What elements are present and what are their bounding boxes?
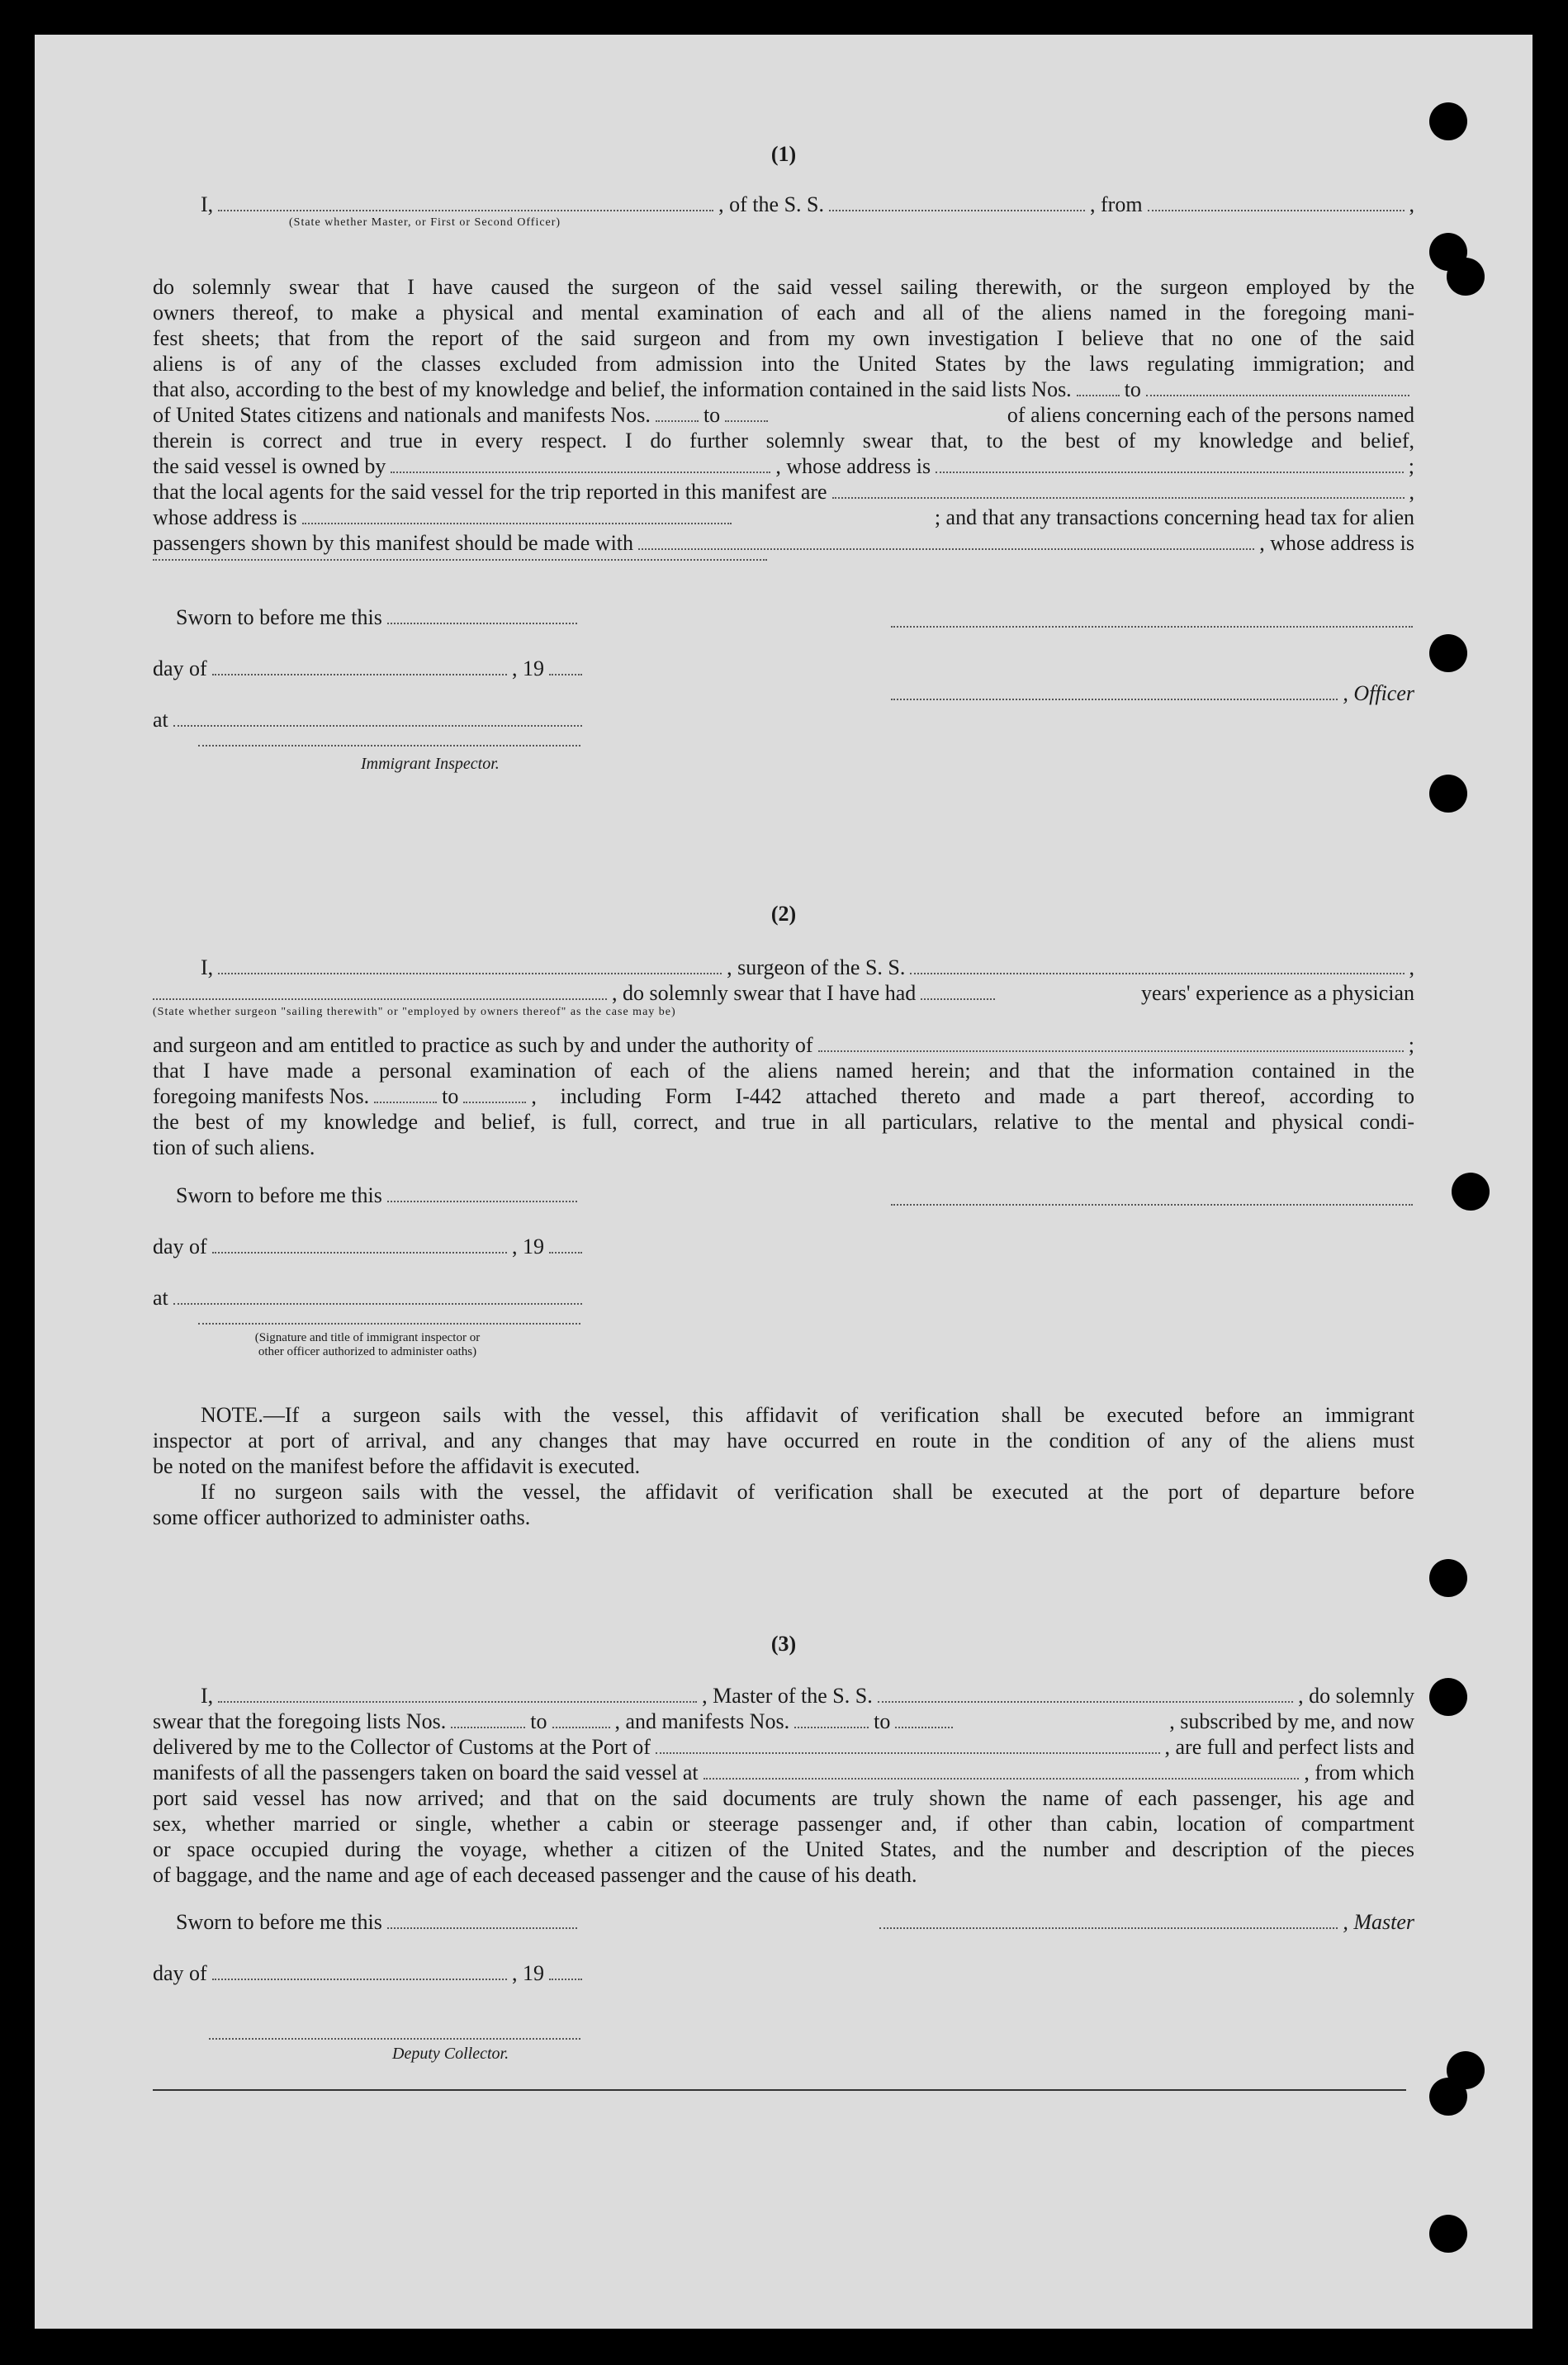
owner-field[interactable] [391,457,770,473]
label-to: to [442,1084,459,1108]
address-field[interactable] [153,557,767,561]
body-line: , including Form I-442 attached thereto and made a part thereof, according to [531,1084,1414,1108]
punch-hole [1452,1173,1490,1211]
body-line: , from which [1304,1761,1414,1784]
body-line: that I have made a personal examination of each of the aliens named herein; and that the information contained in the [153,1059,1414,1083]
surgeon-caption: (State whether surgeon "sailing therewith" or "employed by owners thereof" as the case may be) [153,1006,676,1018]
inspector-signature-line[interactable] [198,743,580,746]
body-line: therein is correct and true in every respect. I do further solemnly swear that, to the best of my knowledge and belief, [153,429,1414,453]
deputy-collector-label: Deputy Collector. [392,2045,509,2063]
label-to: to [530,1709,547,1733]
at-label: at [153,1286,168,1310]
collector-signature-line[interactable] [209,2036,580,2040]
signature-line[interactable] [891,624,1413,628]
day-of-label: day of [153,1961,207,1985]
authority-field[interactable] [818,1036,1404,1052]
note-line: some officer authorized to administer oaths. [153,1505,531,1529]
body-line: that also, according to the best of my knowledge and belief, the information contained in the said lists Nos. [153,377,1072,401]
body-line: do solemnly swear that I have caused the surgeon of the said vessel sailing therewith, or the surgeon employed by the [153,275,1414,299]
body-line: whose address is [153,505,297,529]
from-port-field[interactable] [1148,195,1405,211]
manifests-from-field[interactable] [656,405,699,422]
manifests-from-field[interactable] [794,1712,869,1728]
body-line: , whose address is [1259,531,1414,555]
signature-caption: (Signature and title of immigrant inspector or [254,1331,481,1344]
day-of-label: day of [153,656,207,680]
body-line: port said vessel has now arrived; and that on the said documents are truly shown the name of each passenger, his age and [153,1786,1414,1810]
vessel-name-field[interactable] [878,1686,1293,1703]
body-line: aliens is of any of the classes excluded from admission into the United States by the laws regulating immigration; and [153,352,1414,376]
body-line: fest sheets; that from the report of the said surgeon and from my own investigation I believe that no one of the said [153,326,1414,350]
year-prefix: , 19 [512,1235,544,1258]
sworn-day-field[interactable] [387,1186,577,1202]
manifests-to-field[interactable] [725,405,768,422]
master-signature-field[interactable] [879,1912,1338,1929]
officer-caption: (State whether Master, or First or Second Officer) [289,216,561,229]
section-number: (2) [770,902,797,926]
year-prefix: , 19 [512,656,544,680]
sworn-day-field[interactable] [387,608,577,624]
body-line: , do solemnly swear that I have had [612,981,917,1005]
label-i: I, [201,955,214,979]
place-field[interactable] [173,710,582,727]
sworn-label: Sworn to before me this [176,1183,382,1207]
master-label: , Master [1343,1910,1414,1934]
note-line: be noted on the manifest before the affidavit is executed. [153,1454,641,1478]
body-line: that the local agents for the said vessel for the trip reported in this manifest are [153,480,827,504]
section-3 [153,1632,1414,1656]
note-line: inspector at port of arrival, and any changes that may have occurred en route in the condition of any of the aliens must [153,1429,1414,1453]
body-line: , do solemnly [1298,1684,1414,1708]
officer-signature-field[interactable] [891,684,1338,700]
head-tax-contact-field[interactable] [638,533,1254,550]
manifests-from-field[interactable] [374,1087,437,1103]
label-to: to [874,1709,891,1733]
body-line: years' experience as a physician [1141,981,1414,1005]
body-line: tion of such aliens. [153,1135,315,1159]
place-field[interactable] [173,1288,582,1305]
punch-hole [1447,258,1485,296]
body-line: , subscribed by me, and now [1169,1709,1414,1733]
body-line: ; and that any transactions concerning head tax for alien [934,505,1414,529]
label-from: , from [1090,192,1143,216]
body-line: , whose address is [775,454,931,478]
day-of-label: day of [153,1235,207,1258]
body-line: or space occupied during the voyage, whether a citizen of the United States, and the number and description of the pieces [153,1837,1414,1861]
body-line: foregoing manifests Nos. [153,1084,370,1108]
label-i: I, [201,1684,214,1708]
surgeon-status-field[interactable] [153,983,607,1000]
year-field[interactable] [549,1237,582,1254]
body-line: the best of my knowledge and belief, is full, correct, and true in all particulars, relative to the mental and physical condi- [153,1110,1414,1134]
officer-label: , Officer [1343,681,1414,705]
section-number: (1) [770,142,797,166]
body-line: of baggage, and the name and age of each deceased passenger and the cause of his death. [153,1863,917,1887]
section-2 [153,902,1414,927]
body-line: , are full and perfect lists and [1164,1735,1414,1759]
punch-hole [1429,102,1467,140]
year-field[interactable] [549,1964,582,1980]
month-field[interactable] [212,659,507,675]
note-line: NOTE.—If a surgeon sails with the vessel, this affidavit of verification shall be executed before an immigrant [201,1403,1414,1427]
inspector-signature-line[interactable] [198,1321,580,1325]
signature-caption: other officer authorized to administer oaths) [258,1345,477,1358]
officer-name-field[interactable] [218,195,713,211]
label-master-of: , Master of the S. S. [702,1684,873,1708]
agents-address-field[interactable] [302,508,732,524]
body-line: sex, whether married or single, whether a cabin or steerage passenger and, if other than cabin, location of compartment [153,1812,1414,1836]
embark-port-field[interactable] [703,1763,1300,1780]
years-field[interactable] [921,983,995,1000]
body-line: and surgeon and am entitled to practice as such by and under the authority of [153,1033,813,1057]
manifests-to-field[interactable] [895,1712,953,1728]
section-number: (3) [770,1632,797,1656]
punch-hole [1429,1678,1467,1716]
vessel-name-field[interactable] [829,195,1085,211]
master-name-field[interactable] [218,1686,697,1703]
body-line: of aliens concerning each of the persons named [1007,403,1414,427]
label-to: to [1124,377,1141,401]
body-line: swear that the foregoing lists Nos. [153,1709,447,1733]
port-field[interactable] [656,1737,1160,1754]
section-1 [153,142,1414,167]
punch-hole [1429,2215,1467,2253]
vessel-name-field[interactable] [910,958,1404,974]
body-line: the said vessel is owned by [153,454,386,478]
year-prefix: , 19 [512,1961,544,1985]
body-line: passengers shown by this manifest should be made with [153,531,634,555]
month-field[interactable] [212,1237,507,1254]
sworn-label: Sworn to before me this [176,1910,382,1934]
lists-to-field[interactable] [552,1712,610,1728]
label-surgeon-of: , surgeon of the S. S. [727,955,906,979]
month-field[interactable] [212,1964,507,1980]
body-line: manifests of all the passengers taken on board the said vessel at [153,1761,699,1784]
inspector-label: Immigrant Inspector. [361,755,500,773]
punch-hole [1429,2078,1467,2116]
label-of-ss: , of the S. S. [718,192,825,216]
lists-to-field[interactable] [1146,380,1409,396]
bottom-rule [153,2089,1406,2091]
owner-address-field[interactable] [936,457,1404,473]
surgeon-name-field[interactable] [218,958,722,974]
at-label: at [153,708,168,732]
note-line: If no surgeon sails with the vessel, the affidavit of verification shall be executed at the port of departure before [201,1480,1414,1504]
manifests-to-field[interactable] [463,1087,526,1103]
body-line: of United States citizens and nationals and manifests Nos. [153,403,651,427]
year-field[interactable] [549,659,582,675]
sworn-day-field[interactable] [387,1912,577,1929]
punch-hole [1429,634,1467,672]
label-i: I, [201,192,214,216]
agents-field[interactable] [832,482,1405,499]
body-line: , and manifests Nos. [614,1709,790,1733]
lists-from-field[interactable] [451,1712,525,1728]
surgeon-signature-line[interactable] [891,1202,1413,1206]
body-line: owners thereof, to make a physical and mental examination of each and all of the aliens named in the foregoing mani- [153,301,1414,325]
sworn-label: Sworn to before me this [176,605,382,629]
lists-from-field[interactable] [1077,380,1120,396]
label-to: to [703,403,721,427]
form-page: (1) I, , of the S. S. , from , (State whether Master, or First or Second Officer) do solemnly swear that I have caused the surgeon of the said vessel sailing therewith, or the surgeon employed by the owners thereof, to make a physical and mental examination of each and all of the aliens named in the foregoing mani- fest sheets; that from the report of the said surgeon and from my own investigation I believe that no one of the said aliens is of any of the classes excluded from admission into the United States by the laws regulating immigration; and that also, according to the best of my knowledge and belief, the information contained in the said lists Nos. to of United States citizens and nationals and manifests Nos. to of aliens concerning each of the persons named therein is correct and true in every respect. I do further solemnly swear that, to the best of my knowledge and belief, the said vessel is owned by , whose address is ; that the local agents for the said vessel for the trip reported in this manifest are , whose address is ; and that any transactions concerning head tax for alien passengers shown by this manifest should be made with , whose address is Sworn to before me this day of , 19 , Officer at Immigrant Inspector. (2) I, , surgeon of the S. S. , , do solemnly swear that I have had years' experience as a physician (State whether surgeon "sailing therewith" or "employed by owners thereof" as the case may be) and surgeon and am entitled to practice as such by and under the authority of ; that I have made a personal examination of each of the aliens named herein; and that the information contained in the foregoing manifests Nos. to , including Form I-442 attached thereto and made a part thereof, according to the best of my knowledge and belief, is full, correct, and true in all particulars, relative to the mental and physical condi- tion of such aliens. Sworn to before me this day of , 19 at (Signature and title of immigrant inspector or other officer authorized to administer oaths) NOTE.—If a surgeon sails with the vessel, this affidavit of verification shall be executed before an immigrant inspector at port of arrival, and any changes that may have occurred en route in the condition of any of the aliens must be noted on the manifest before the affidavit is executed. If no surgeon sails with the vessel, the affidavit of verification shall be executed at the port of departure before some officer authorized to administer oaths. (3) I, , Master of the S. S. , do solemnly swear that the foregoing lists Nos. to , and manifests Nos. to , subscribed by me, and now delivered by me to the Collector of Customs at the Port of , are full and perfect lists and manifests of all the passengers taken on board the said vessel at , from which port said vessel has now arrived; and that on the said documents are truly shown the name of each passenger, his age and sex, whether married or single, whether a cabin or steerage passenger and, if other than cabin, location of compartment or space occupied during the voyage, whether a citizen of the United States, and the number and description of the pieces of baggage, and the name and age of each deceased passenger and the cause of his death. Sworn to before me this , Master day of , 19 Deputy Collector. [35,35,1532,2329]
body-line: delivered by me to the Collector of Customs at the Port of [153,1735,651,1759]
punch-hole [1429,1559,1467,1597]
punch-hole [1429,775,1467,813]
